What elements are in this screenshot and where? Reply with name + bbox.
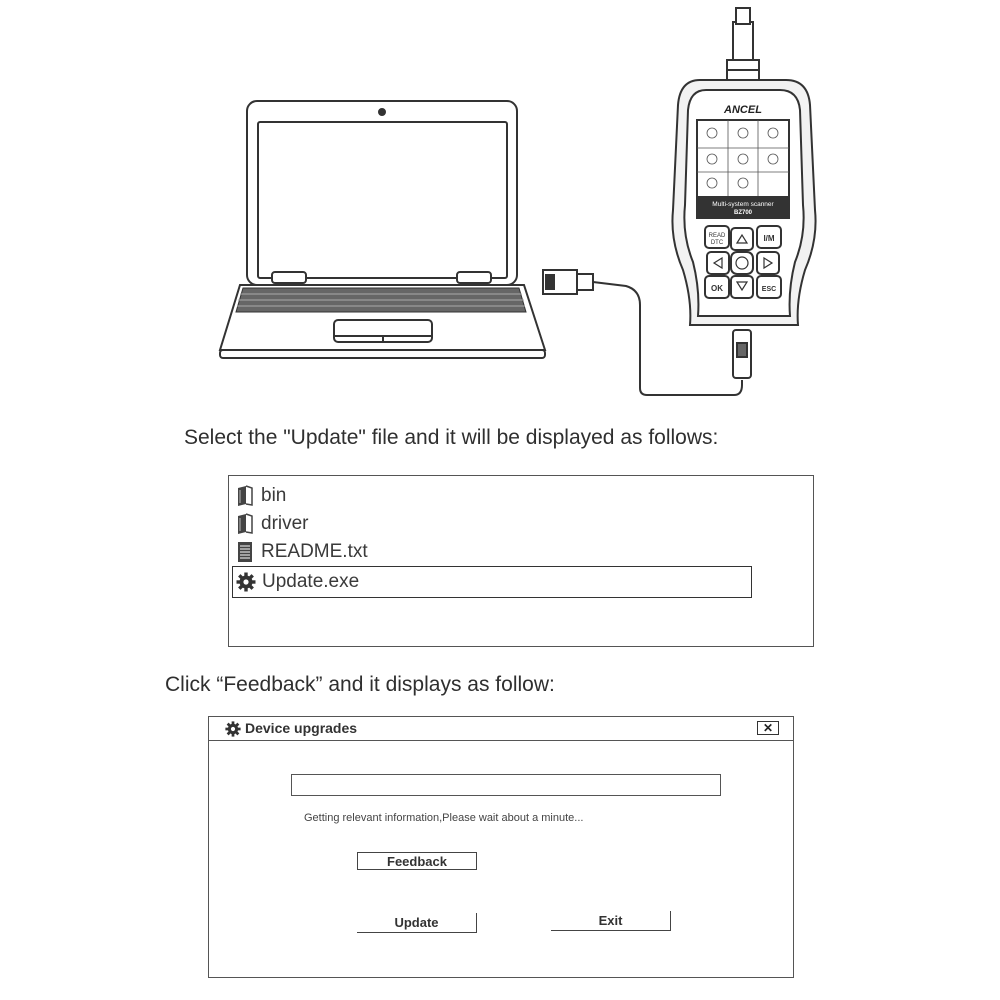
scanner-key-ok: OK	[711, 284, 723, 293]
file-name: bin	[261, 485, 287, 506]
scanner-key-esc: ESC	[761, 286, 777, 293]
scanner-key-read-dtc: READ DTC	[708, 233, 726, 246]
file-name: README.txt	[261, 541, 368, 562]
file-list	[228, 475, 814, 647]
close-button[interactable]	[757, 721, 779, 735]
file-name: driver	[261, 513, 309, 534]
status-message: Getting relevant information,Please wait about a minute...	[304, 812, 584, 824]
caption-select-update: Select the "Update" file and it will be displayed as follows:	[184, 426, 719, 449]
folder-icon	[235, 485, 255, 507]
connection-illustration	[0, 0, 1000, 410]
scanner-key-im: I/M	[763, 234, 775, 243]
gear-icon	[225, 721, 241, 737]
list-item-readme[interactable]	[235, 538, 368, 566]
scanner-model-label: BZ700	[733, 210, 753, 216]
progress-bar	[291, 774, 721, 796]
scanner-brand-label: ANCEL	[724, 104, 762, 116]
close-icon: ✕	[762, 721, 774, 735]
file-name: Update.exe	[262, 571, 360, 592]
device-upgrades-dialog	[208, 716, 794, 978]
gear-icon	[236, 572, 256, 592]
update-button[interactable]: Update	[357, 913, 477, 933]
dialog-title: Device upgrades	[245, 720, 358, 736]
laptop-illustration	[220, 101, 545, 358]
list-item-update-exe[interactable]	[232, 566, 752, 598]
scanner-subtitle-label: Multi-system scanner	[712, 201, 774, 208]
folder-icon	[235, 513, 255, 535]
document-icon	[235, 541, 255, 563]
list-item-driver[interactable]	[235, 510, 309, 538]
caption-click-feedback: Click “Feedback” and it displays as follow:	[165, 673, 555, 696]
feedback-button[interactable]: Feedback	[357, 852, 477, 870]
list-item-bin[interactable]	[235, 482, 286, 510]
dialog-titlebar	[209, 717, 793, 741]
exit-button[interactable]: Exit	[551, 911, 671, 931]
obd-scanner-illustration	[672, 8, 815, 325]
